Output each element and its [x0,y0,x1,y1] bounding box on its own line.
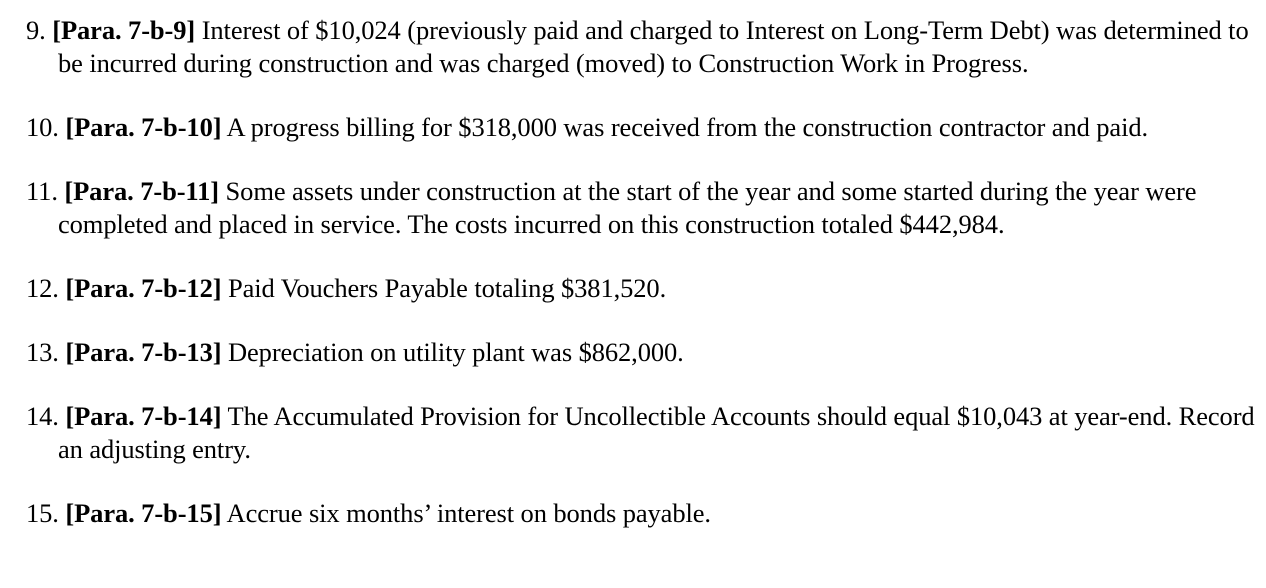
item-number: 9. [26,15,46,45]
item-number: 15. [26,498,59,528]
list-item-10 [26,111,1256,144]
item-number: 12. [26,273,59,303]
paragraph-reference: [Para. 7-b-13] [65,337,222,367]
list-item-9 [26,14,1256,80]
document-body [26,14,1256,561]
list-item-14 [26,400,1256,466]
paragraph-reference: [Para. 7-b-14] [65,401,222,431]
item-text: Accrue six months’ interest on bonds payable. [226,498,711,528]
item-text: Some assets under construction at the start of the year and some started during the year were completed and placed in service. The costs incurred on this construction totaled $442,984. [58,176,1197,239]
item-number: 13. [26,337,59,367]
paragraph-reference: [Para. 7-b-11] [64,176,219,206]
list-item-11 [26,175,1256,241]
item-text: A progress billing for $318,000 was received from the construction contractor and paid. [226,112,1149,142]
item-number: 10. [26,112,59,142]
item-number: 11. [26,176,58,206]
item-text: The Accumulated Provision for Uncollectible Accounts should equal $10,043 at year-end. Record an adjusting entry. [58,401,1255,464]
item-text: Depreciation on utility plant was $862,000. [227,337,684,367]
paragraph-reference: [Para. 7-b-10] [65,112,222,142]
item-text: Interest of $10,024 (previously paid and charged to Interest on Long-Term Debt) was determined to be incurred during construction and was charged (moved) to Construction Work in Progress. [58,15,1249,78]
paragraph-reference: [Para. 7-b-12] [65,273,222,303]
item-text: Paid Vouchers Payable totaling $381,520. [227,273,667,303]
list-item-12 [26,272,1256,305]
paragraph-reference: [Para. 7-b-9] [52,15,196,45]
paragraph-reference: [Para. 7-b-15] [65,498,222,528]
item-number: 14. [26,401,59,431]
list-item-13 [26,336,1256,369]
list-item-15 [26,497,1256,530]
